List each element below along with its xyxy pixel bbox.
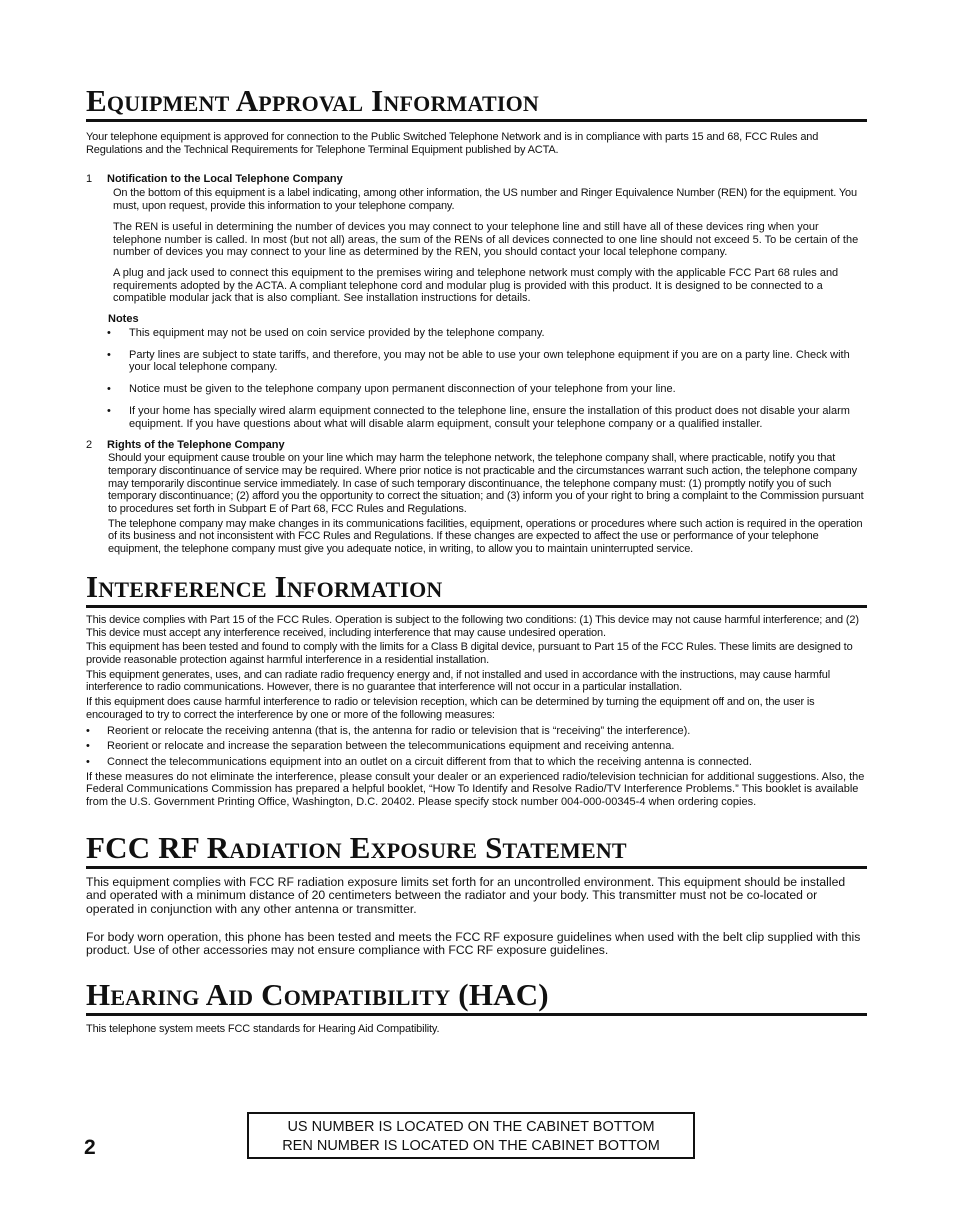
bullet-icon: • bbox=[107, 327, 111, 340]
equipment-intro: Your telephone equipment is approved for connection to the Public Switched Telephone Network and is in compliance with parts 15 and 68, FCC Rules and Regulations and the Technical Requirements for Telephone Terminal Equipment published by ACTA. bbox=[86, 131, 819, 156]
bullet-icon: • bbox=[107, 404, 111, 417]
interference-measures-list bbox=[86, 725, 867, 769]
item-2-number: 2 bbox=[86, 439, 93, 452]
page-content bbox=[86, 0, 867, 1035]
item-2-paragraph-2: The telephone company may make changes in its communications facilities, equipment, operations or procedures where such action is required in the operation of its business and not inconsistent with FCC Rules and Regulations. If these changes are expected to affect the use or performance of your telephone equipment, the telephone company must give you adequate notice, in writing, to allow you to maintain uninterrupted service. bbox=[108, 517, 863, 556]
fcc-rf-paragraph-2: For body worn operation, this phone has been tested and meets the FCC RF exposure guidelines when used with the belt clip supplied with this product. Use of other accessories may not ensure compliance with FCC RF exposure guidelines. bbox=[86, 929, 861, 958]
fcc-rf-paragraph-1: This equipment complies with FCC RF radiation exposure limits set forth for an uncontrolled environment. This equipment should be installed and operated with a minimum distance of 20 centimeters between the radiator and your body. This transmitter must not be co-located or operated in conjunction with any other antenna or transmitter. bbox=[86, 874, 846, 916]
measure-item: • Connect the telecommunications equipment into an outlet on a circuit different from that to which the receiving antenna is connected. bbox=[86, 755, 752, 768]
interference-paragraph-3: This equipment generates, uses, and can radiate radio frequency energy and, if not installed and used in accordance with the instructions, may cause harmful interference to radio communications. However, there is no guarantee that interference will not occur in a particular installation. bbox=[86, 668, 830, 694]
us-number-location: US NUMBER IS LOCATED ON THE CABINET BOTTOM bbox=[287, 1119, 655, 1135]
interference-paragraph-2: This equipment has been tested and found to comply with the limits for a Class B digital device, pursuant to Part 15 of the FCC Rules. These limits are designed to provide reasonable protection against harmful interference in a residential installation. bbox=[86, 641, 853, 666]
bullet-icon: • bbox=[107, 383, 111, 396]
note-item: • If your home has specially wired alarm equipment connected to the telephone line, ensure the installation of this product does not disable your alarm equipment. If you have questions about what will disable alarm equipment, consult your telephone company or a qualified installer. bbox=[107, 404, 850, 430]
notes-heading: Notes bbox=[108, 313, 139, 326]
note-item: • Notice must be given to the telephone company upon permanent disconnection of your telephone from your line. bbox=[107, 383, 676, 396]
section-title-hac: Hearing Aid Compatibility (HAC) bbox=[86, 978, 867, 1016]
item-1-title: Notification to the Local Telephone Company bbox=[107, 173, 343, 186]
section-title-interference: Interference Information bbox=[86, 570, 867, 608]
note-item: • This equipment may not be used on coin service provided by the telephone company. bbox=[107, 327, 545, 340]
measure-item: • Reorient or relocate and increase the separation between the telecommunications equipment and receiving antenna. bbox=[86, 740, 675, 753]
section-title-equipment-approval: Equipment Approval Information bbox=[86, 84, 867, 122]
interference-paragraph-1: This device complies with Part 15 of the FCC Rules. Operation is subject to the following two conditions: (1) This device may not cause harmful interference; and (2) This device must accept any interference received, including interference that may cause undesired operation. bbox=[86, 613, 859, 639]
bullet-icon: • bbox=[107, 348, 111, 361]
interference-paragraph-5: If these measures do not eliminate the interference, please consult your dealer or an experienced radio/television technician for additional suggestions. Also, the Federal Communications Commission has prepared a helpful booklet, “How To Identify and Resolve Radio/TV Interference Problems.” This booklet is available from the U.S. Government Printing Office, Washington, D.C. 20402. Please specify stock number 004-000-00345-4 when ordering copies. bbox=[86, 770, 865, 809]
section-title-fcc-rf: FCC RF Radiation Exposure Statement bbox=[86, 831, 867, 869]
item-2-heading bbox=[86, 439, 867, 451]
hac-paragraph: This telephone system meets FCC standards for Hearing Aid Compatibility. bbox=[86, 1022, 440, 1035]
item-1-paragraph-3: A plug and jack used to connect this equipment to the premises wiring and telephone network must comply with the applicable FCC Part 68 rules and requirements adopted by the ACTA. A compliant telephone cord and modular plug is provided with this product. It is designed to be connected to a compatible modular jack that is also compliant. See installation instructions for details. bbox=[113, 266, 839, 305]
item-1-heading bbox=[86, 173, 867, 185]
bullet-icon: • bbox=[86, 755, 90, 768]
measure-item: • Reorient or relocate the receiving antenna (that is, the antenna for radio or television that is “receiving” the interference). bbox=[86, 724, 691, 737]
ren-number-location: REN NUMBER IS LOCATED ON THE CABINET BOTTOM bbox=[282, 1138, 660, 1154]
interference-paragraph-4: If this equipment does cause harmful interference to radio or television reception, which can be determined by turning the equipment off and on, the user is encouraged to try to correct the interference by one or more of the following measures: bbox=[86, 696, 815, 721]
bullet-icon: • bbox=[86, 724, 90, 737]
item-2-paragraph-1: Should your equipment cause trouble on your line which may harm the telephone network, the telephone company shall, where practicable, notify you that temporary discontinuance of service may be required. Where prior notice is not practicable and the circumstances warrant such action, the telephone company may temporarily discontinue service immediately. In case of such temporary discontinuance, the telephone company must: (1) promptly notify you of such temporary discontinuance; (2) afford you the opportunity to correct the situation; and (3) inform you of your right to bring a complaint to the Commission pursuant to procedures set forth in Subpart E of Part 68, FCC Rules and Regulations. bbox=[108, 452, 864, 516]
item-2-title: Rights of the Telephone Company bbox=[107, 439, 285, 452]
notes-list bbox=[107, 327, 867, 430]
item-1-paragraph-1: On the bottom of this equipment is a label indicating, among other information, the US number and Ringer Equivalence Number (REN) for the equipment. You must, upon request, provide this information to your telephone company. bbox=[113, 187, 857, 213]
label-location-box bbox=[247, 1112, 695, 1159]
item-1-number: 1 bbox=[86, 173, 93, 186]
bullet-icon: • bbox=[86, 740, 90, 753]
item-1-paragraph-2: The REN is useful in determining the number of devices you may connect to your telephone line and still have all of these devices ring when your telephone number is called. In most (but not all) areas, the sum of the RENs of all devices connected to one line should not exceed 5. To be certain of the number of devices you may connect to your line as determined by the REN, you should contact your local telephone company. bbox=[113, 220, 859, 259]
page-number: 2 bbox=[84, 1136, 96, 1159]
note-item: • Party lines are subject to state tariffs, and therefore, you may not be able to use your own telephone equipment if you are on a party line. Check with your local telephone company. bbox=[107, 348, 850, 374]
